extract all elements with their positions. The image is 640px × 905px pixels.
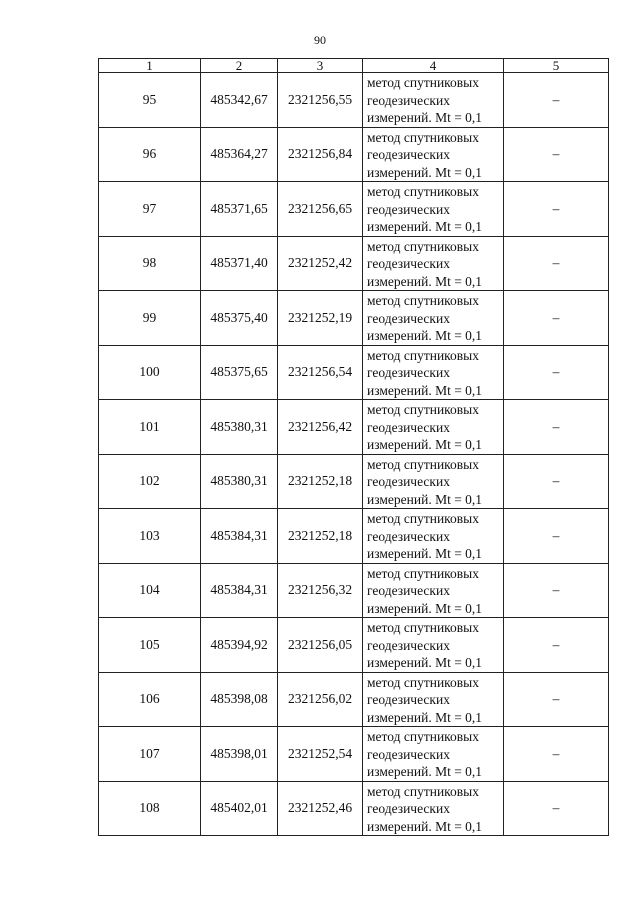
note-cell: – bbox=[504, 781, 609, 836]
note-cell: – bbox=[504, 727, 609, 782]
y-coordinate-cell: 2321252,18 bbox=[278, 509, 363, 564]
method-cell bbox=[363, 291, 504, 346]
method-line: геодезических bbox=[367, 147, 450, 162]
method-line: измерений. Mt = 0,1 bbox=[367, 600, 483, 616]
y-coordinate-cell: 2321256,05 bbox=[278, 618, 363, 673]
table-row bbox=[99, 345, 609, 400]
note-cell: – bbox=[504, 73, 609, 128]
method-line: геодезических bbox=[367, 746, 450, 762]
x-coordinate-cell: 485375,40 bbox=[201, 291, 278, 346]
x-coordinate-cell: 485371,40 bbox=[201, 236, 278, 291]
method-line: метод спутниковых bbox=[367, 184, 479, 199]
table-header-row bbox=[99, 59, 609, 73]
table-row bbox=[99, 127, 609, 182]
method-line: геодезических bbox=[367, 637, 450, 653]
method-line: измерений. Mt = 0,1 bbox=[367, 164, 483, 180]
coordinates-table-body bbox=[99, 59, 609, 836]
method-line: метод спутниковых bbox=[367, 129, 479, 145]
method-line: измерений. Mt = 0,1 bbox=[367, 491, 483, 507]
note-cell: – bbox=[504, 400, 609, 455]
x-coordinate-cell: 485394,92 bbox=[201, 618, 278, 673]
coordinates-table bbox=[98, 58, 609, 836]
note-cell: – bbox=[504, 182, 609, 237]
header-cell-1: 1 bbox=[99, 59, 201, 73]
table-row bbox=[99, 672, 609, 727]
y-coordinate-cell: 2321252,46 bbox=[278, 781, 363, 836]
point-number-cell: 105 bbox=[99, 618, 201, 673]
header-cell-4: 4 bbox=[363, 59, 504, 73]
method-line: геодезических bbox=[367, 201, 450, 217]
method-line: измерений. Mt = 0,1 bbox=[367, 546, 483, 561]
note-cell: – bbox=[504, 563, 609, 618]
x-coordinate-cell: 485342,67 bbox=[201, 73, 278, 128]
method-line: измерений. Mt = 0,1 bbox=[367, 110, 483, 125]
method-line: метод спутниковых bbox=[367, 783, 479, 799]
method-line: геодезических bbox=[367, 419, 450, 435]
note-cell: – bbox=[504, 618, 609, 673]
method-line: метод спутниковых bbox=[367, 347, 479, 363]
point-number-cell: 103 bbox=[99, 509, 201, 564]
point-number-cell: 102 bbox=[99, 454, 201, 509]
method-line: геодезических bbox=[367, 365, 450, 380]
table-row bbox=[99, 563, 609, 618]
method-cell bbox=[363, 727, 504, 782]
y-coordinate-cell: 2321256,32 bbox=[278, 563, 363, 618]
method-line: метод спутниковых bbox=[367, 565, 479, 581]
header-cell-5: 5 bbox=[504, 59, 609, 73]
table-row bbox=[99, 509, 609, 564]
page-number: 90 bbox=[314, 33, 326, 47]
table-row bbox=[99, 727, 609, 782]
method-line: измерений. Mt = 0,1 bbox=[367, 437, 483, 452]
y-coordinate-cell: 2321256,65 bbox=[278, 182, 363, 237]
header-cell-2: 2 bbox=[201, 59, 278, 73]
method-cell bbox=[363, 672, 504, 727]
method-cell bbox=[363, 618, 504, 673]
point-number-cell: 108 bbox=[99, 781, 201, 836]
point-number-cell: 100 bbox=[99, 345, 201, 400]
x-coordinate-cell: 485398,01 bbox=[201, 727, 278, 782]
x-coordinate-cell: 485371,65 bbox=[201, 182, 278, 237]
note-cell: – bbox=[504, 127, 609, 182]
x-coordinate-cell: 485384,31 bbox=[201, 509, 278, 564]
note-cell: – bbox=[504, 236, 609, 291]
method-line: метод спутниковых bbox=[367, 238, 479, 254]
method-cell bbox=[363, 509, 504, 564]
header-cell-3: 3 bbox=[278, 59, 363, 73]
table-row bbox=[99, 781, 609, 836]
y-coordinate-cell: 2321256,02 bbox=[278, 672, 363, 727]
point-number-cell: 97 bbox=[99, 182, 201, 237]
x-coordinate-cell: 485384,31 bbox=[201, 563, 278, 618]
method-line: геодезических bbox=[367, 256, 450, 271]
y-coordinate-cell: 2321252,54 bbox=[278, 727, 363, 782]
y-coordinate-cell: 2321256,42 bbox=[278, 400, 363, 455]
y-coordinate-cell: 2321256,84 bbox=[278, 127, 363, 182]
method-line: метод спутниковых bbox=[367, 674, 479, 690]
x-coordinate-cell: 485375,65 bbox=[201, 345, 278, 400]
method-line: измерений. Mt = 0,1 bbox=[367, 709, 483, 725]
point-number-cell: 107 bbox=[99, 727, 201, 782]
method-cell bbox=[363, 73, 504, 128]
method-line: измерений. Mt = 0,1 bbox=[367, 219, 483, 234]
method-cell bbox=[363, 781, 504, 836]
method-line: геодезических bbox=[367, 583, 450, 598]
point-number-cell: 104 bbox=[99, 563, 201, 618]
method-line: метод спутниковых bbox=[367, 729, 479, 744]
method-line: метод спутниковых bbox=[367, 402, 479, 417]
x-coordinate-cell: 485380,31 bbox=[201, 400, 278, 455]
method-line: измерений. Mt = 0,1 bbox=[367, 328, 483, 343]
y-coordinate-cell: 2321256,54 bbox=[278, 345, 363, 400]
point-number-cell: 106 bbox=[99, 672, 201, 727]
method-line: геодезических bbox=[367, 528, 450, 544]
method-line: геодезических bbox=[367, 310, 450, 326]
x-coordinate-cell: 485402,01 bbox=[201, 781, 278, 836]
x-coordinate-cell: 485364,27 bbox=[201, 127, 278, 182]
table-row bbox=[99, 182, 609, 237]
method-cell bbox=[363, 454, 504, 509]
method-cell bbox=[363, 236, 504, 291]
method-line: геодезических bbox=[367, 474, 450, 489]
note-cell: – bbox=[504, 454, 609, 509]
y-coordinate-cell: 2321252,42 bbox=[278, 236, 363, 291]
point-number-cell: 95 bbox=[99, 73, 201, 128]
note-cell: – bbox=[504, 509, 609, 564]
note-cell: – bbox=[504, 291, 609, 346]
method-cell bbox=[363, 400, 504, 455]
table-row bbox=[99, 618, 609, 673]
method-line: геодезических bbox=[367, 92, 450, 108]
method-line: метод спутниковых bbox=[367, 511, 479, 526]
method-cell bbox=[363, 127, 504, 182]
method-line: измерений. Mt = 0,1 bbox=[367, 273, 483, 289]
table-row bbox=[99, 400, 609, 455]
y-coordinate-cell: 2321252,18 bbox=[278, 454, 363, 509]
method-line: метод спутниковых bbox=[367, 620, 479, 635]
table-row bbox=[99, 291, 609, 346]
point-number-cell: 99 bbox=[99, 291, 201, 346]
method-line: геодезических bbox=[367, 801, 450, 816]
point-number-cell: 96 bbox=[99, 127, 201, 182]
point-number-cell: 101 bbox=[99, 400, 201, 455]
note-cell: – bbox=[504, 345, 609, 400]
point-number-cell: 98 bbox=[99, 236, 201, 291]
method-cell bbox=[363, 345, 504, 400]
note-cell: – bbox=[504, 672, 609, 727]
method-cell bbox=[363, 563, 504, 618]
y-coordinate-cell: 2321256,55 bbox=[278, 73, 363, 128]
x-coordinate-cell: 485380,31 bbox=[201, 454, 278, 509]
method-line: геодезических bbox=[367, 692, 450, 707]
table-row bbox=[99, 73, 609, 128]
table-row bbox=[99, 236, 609, 291]
table-row bbox=[99, 454, 609, 509]
method-cell bbox=[363, 182, 504, 237]
method-line: метод спутниковых bbox=[367, 75, 479, 90]
method-line: метод спутниковых bbox=[367, 293, 479, 308]
method-line: метод спутниковых bbox=[367, 456, 479, 472]
method-line: измерений. Mt = 0,1 bbox=[367, 382, 483, 398]
y-coordinate-cell: 2321252,19 bbox=[278, 291, 363, 346]
x-coordinate-cell: 485398,08 bbox=[201, 672, 278, 727]
method-line: измерений. Mt = 0,1 bbox=[367, 818, 483, 834]
method-line: измерений. Mt = 0,1 bbox=[367, 655, 483, 670]
method-line: измерений. Mt = 0,1 bbox=[367, 764, 483, 779]
